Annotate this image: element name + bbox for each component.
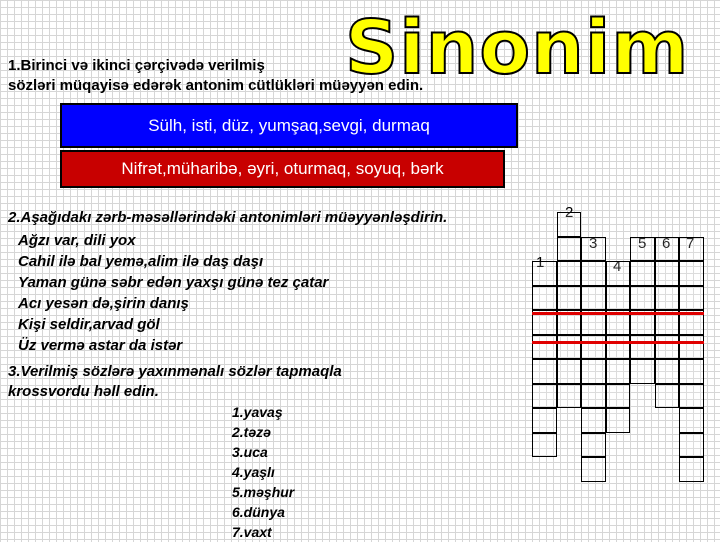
crossword-cell[interactable] [532,335,557,360]
clue-item: 5.məşhur [232,484,295,500]
crossword-cell[interactable] [679,457,704,482]
task-3-line-1: 3.Verilmiş sözlərə yaxınmənalı sözlər tapmaqla [8,363,342,380]
crossword-cell[interactable] [655,384,680,409]
crossword-cell[interactable] [581,433,606,458]
crossword-cell[interactable] [581,359,606,384]
crossword-cell[interactable] [581,384,606,409]
crossword-cell[interactable] [532,408,557,433]
crossword-cell[interactable] [532,286,557,311]
word-frame-1-text: Sülh, isti, düz, yumşaq,sevgi, durmaq [148,115,430,135]
crossword-cell[interactable] [606,286,631,311]
crossword-cell[interactable] [679,237,704,262]
task-1-line-2: sözləri müqayisə edərək antonim cütlükləri müəyyən edin. [8,77,424,94]
crossword-cell[interactable] [655,286,680,311]
crossword-cell[interactable] [557,359,582,384]
task-3-line-2: krossvordu həll edin. [8,383,159,400]
clue-item: 3.uca [232,444,268,460]
crossword-cell[interactable] [557,212,582,237]
proverb-item: Acı yesən də,şirin danış [18,295,189,312]
crossword-cell[interactable] [655,335,680,360]
crossword-cell[interactable] [606,384,631,409]
crossword-cell[interactable] [630,335,655,360]
proverb-item: Üz vermə astar da istər [18,337,183,354]
clue-item: 4.yaşlı [232,464,275,480]
task-1-line-1: 1.Birinci və ikinci çərçivədə verilmiş [8,57,265,74]
crossword-cell[interactable] [557,237,582,262]
task-2-instructions: 2.Aşağıdakı zərb-məsəllərindəki antonimləri müəyyənləşdirin. [8,209,448,226]
proverb-item: Ağzı var, dili yox [18,232,136,249]
crossword-number-7: 7 [686,235,695,252]
crossword-cell[interactable] [630,237,655,262]
crossword-cell[interactable] [679,408,704,433]
crossword-cell[interactable] [679,384,704,409]
crossword-cell[interactable] [532,384,557,409]
crossword-cell[interactable] [581,408,606,433]
crossword-number-2: 2 [565,204,574,221]
crossword-cell[interactable] [581,237,606,262]
crossword-cell[interactable] [679,335,704,360]
proverb-item: Cahil ilə bal yemə,alim ilə daş daşı [18,253,264,270]
crossword-cell[interactable] [630,359,655,384]
crossword-cell[interactable] [532,433,557,458]
crossword-cell[interactable] [679,286,704,311]
crossword-number-6: 6 [662,235,671,252]
crossword-cell[interactable] [557,335,582,360]
clue-item: 6.dünya [232,504,285,520]
crossword-cell[interactable] [581,335,606,360]
crossword-cell[interactable] [581,457,606,482]
crossword-cell[interactable] [655,237,680,262]
proverb-item: Yaman günə səbr edən yaxşı günə tez çatar [18,274,329,291]
page-title: Sinonim [345,5,690,91]
crossword-cell[interactable] [606,408,631,433]
crossword-cell[interactable] [679,433,704,458]
crossword-number-3: 3 [589,235,598,252]
crossword-cell[interactable] [532,261,557,286]
proverb-item: Kişi seldir,arvad göl [18,316,160,333]
crossword-cell[interactable] [679,261,704,286]
crossword-cell[interactable] [557,261,582,286]
clue-item: 7.vaxt [232,524,272,540]
crossword-number-1: 1 [536,254,545,271]
crossword-cell[interactable] [606,335,631,360]
solution-row-highlight [532,312,704,315]
crossword-cell[interactable] [581,261,606,286]
clue-item: 1.yavaş [232,404,283,420]
crossword-number-5: 5 [638,235,647,252]
crossword-cell[interactable] [581,286,606,311]
crossword-cell[interactable] [655,261,680,286]
clue-item: 2.təzə [232,424,271,440]
crossword-cell[interactable] [630,286,655,311]
crossword-cell[interactable] [557,384,582,409]
crossword-number-4: 4 [613,258,622,275]
word-frame-2-text: Nifrət,müharibə, əyri, oturmaq, soyuq, bərk [121,159,444,178]
crossword-cell[interactable] [557,286,582,311]
crossword-cell[interactable] [679,359,704,384]
crossword-cell[interactable] [532,359,557,384]
crossword-cell[interactable] [606,261,631,286]
crossword-cell[interactable] [630,261,655,286]
solution-row-highlight [532,341,704,344]
crossword-cell[interactable] [655,359,680,384]
crossword-cell[interactable] [606,359,631,384]
